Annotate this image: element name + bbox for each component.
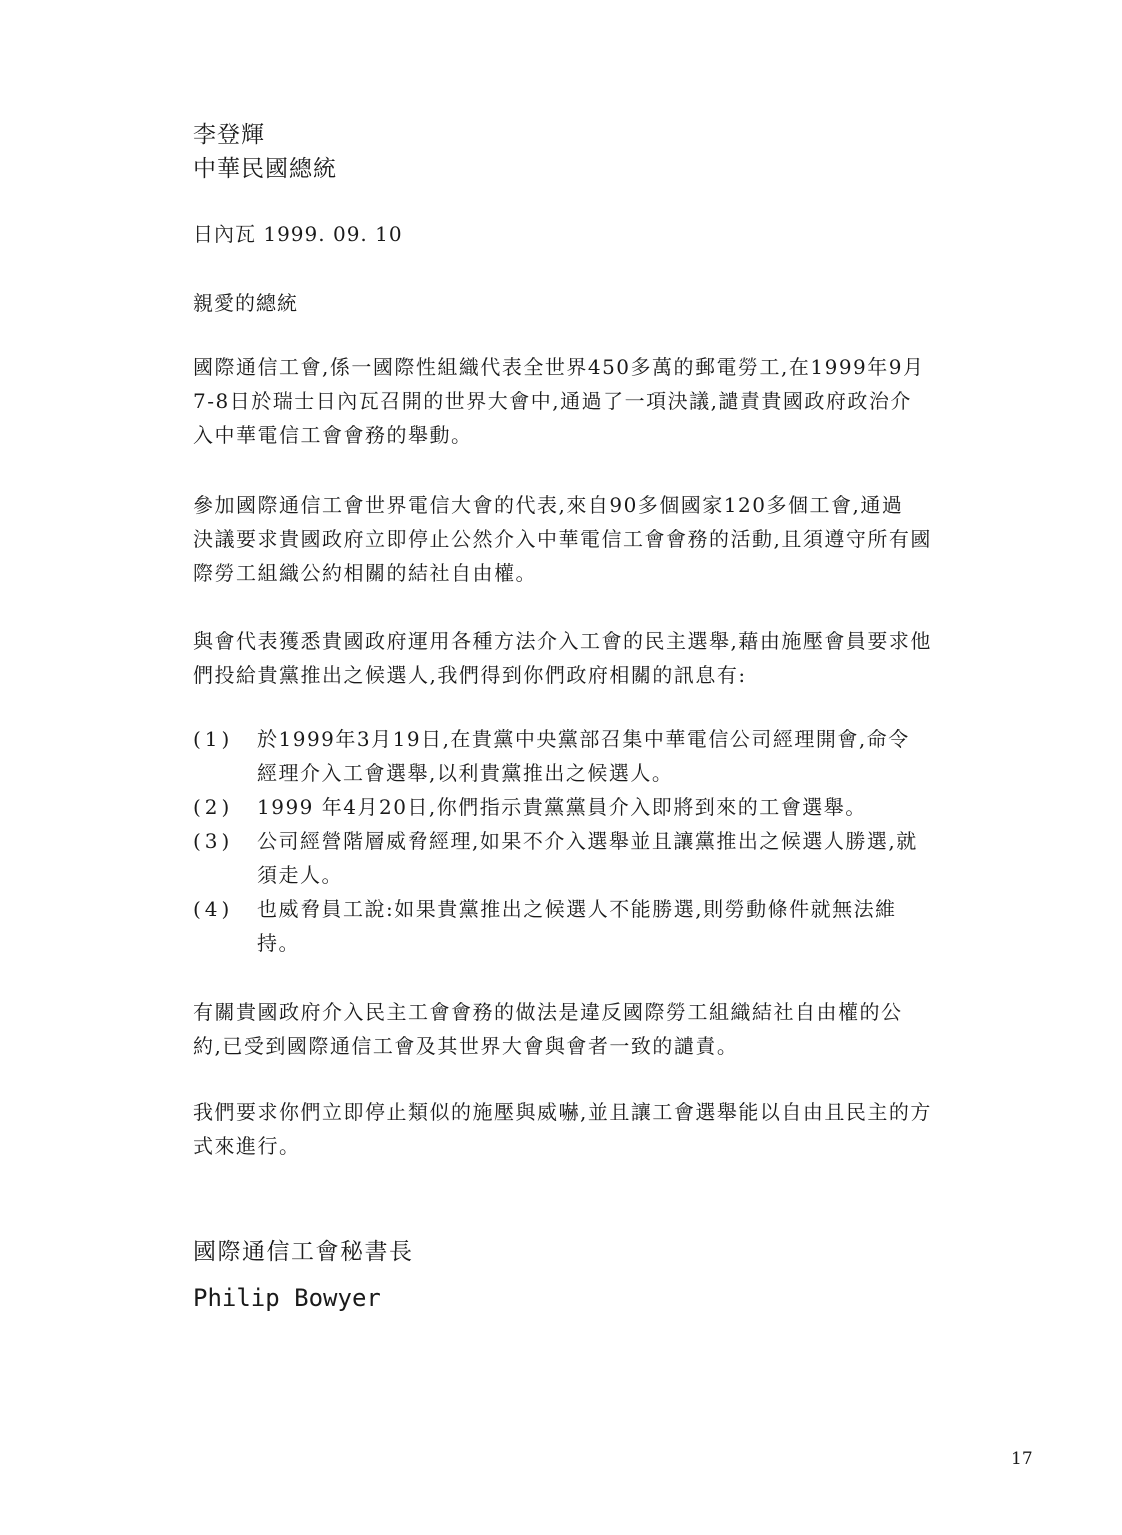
allegation-list — [193, 722, 993, 960]
list-item-text: 1999 年4月20日,你們指示貴黨黨員介入即將到來的工會選舉。 — [257, 795, 867, 819]
list-item-text: 也威脅員工說:如果貴黨推出之候選人不能勝選,則勞動條件就無法維 持。 — [257, 897, 897, 955]
date-line: 日內瓦 1999. 09. 10 — [193, 222, 403, 246]
signature-title: 國際通信工會秘書長 — [193, 1239, 414, 1265]
paragraph: 與會代表獲悉貴國政府運用各種方法介入工會的民主選舉,藉由施壓會員要求他 們投給貴黨推出之候選人,我們得到你們政府相關的訊息有: — [193, 629, 932, 687]
closing-paragraph: 我們要求你們立即停止類似的施壓與威嚇,並且讓工會選舉能以自由且民主的方 式來進行。 — [193, 1100, 932, 1158]
list-item-number: (4) — [193, 897, 234, 921]
list-item — [193, 790, 993, 824]
list-item-number: (3) — [193, 829, 234, 853]
signature-name: Philip Bowyer — [193, 1284, 381, 1312]
list-item — [193, 722, 993, 790]
salutation: 親愛的總統 — [193, 291, 298, 315]
list-item-text: 於1999年3月19日,在貴黨中央黨部召集中華電信公司經理開會,命令 經理介入工會選舉,以利貴黨推出之候選人。 — [257, 727, 910, 785]
list-item-number: (1) — [193, 727, 234, 751]
list-item — [193, 892, 993, 960]
paragraph: 國際通信工會,係一國際性組織代表全世界450多萬的郵電勞工,在1999年9月 7-8日於瑞士日內瓦召開的世界大會中,通過了一項決議,譴責貴國政府政治介 入中華電信工會會務的舉動。 — [193, 355, 925, 447]
list-item — [193, 824, 993, 892]
paragraph: 參加國際通信工會世界電信大會的代表,來自90多個國家120多個工會,通過 決議要求貴國政府立即停止公然介入中華電信工會會務的活動,且須遵守所有國 際勞工組織公約相關的結社自由權。 — [193, 493, 932, 585]
list-item-number: (2) — [193, 795, 234, 819]
closing-paragraph: 有關貴國政府介入民主工會會務的做法是違反國際勞工組織結社自由權的公 約,已受到國際通信工會及其世界大會與會者一致的譴責。 — [193, 1000, 903, 1058]
recipient-name: 李登輝 — [193, 122, 265, 148]
list-item-text: 公司經營階層威脅經理,如果不介入選舉並且讓黨推出之候選人勝選,就 須走人。 — [257, 829, 918, 887]
recipient-title: 中華民國總統 — [193, 156, 337, 182]
page-number: 17 — [1011, 1449, 1033, 1469]
